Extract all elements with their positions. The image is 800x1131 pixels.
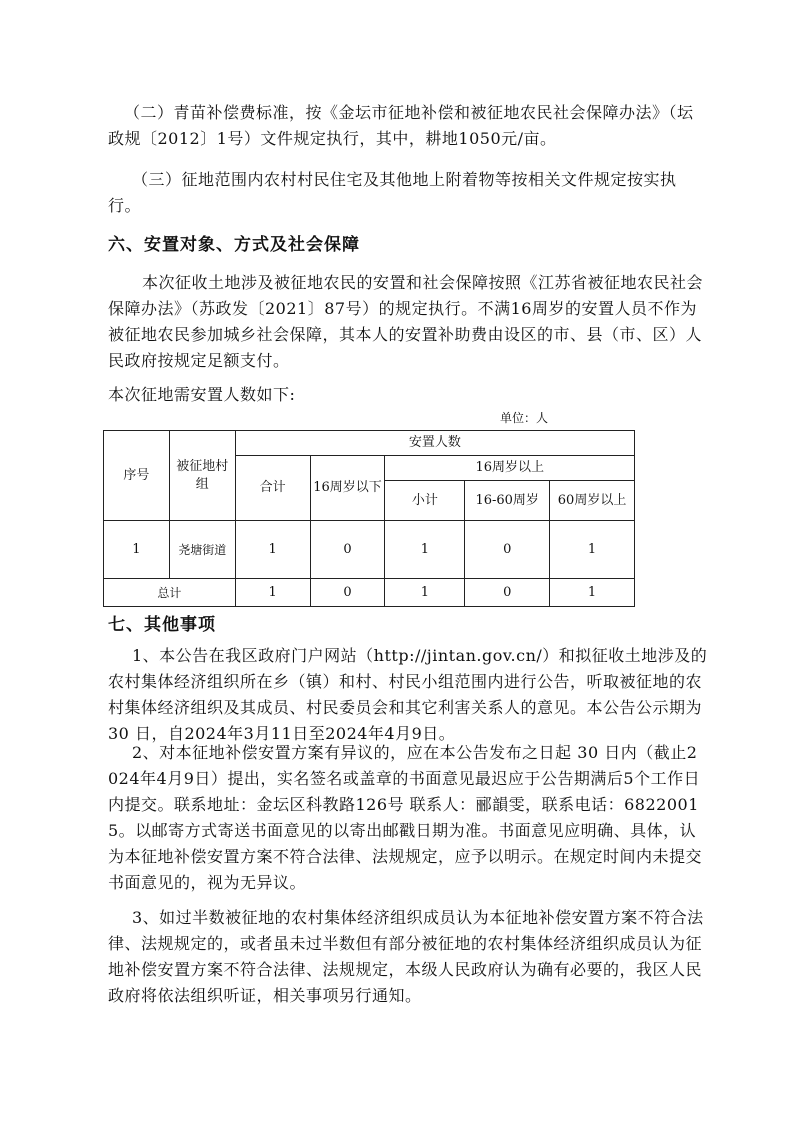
cell-sum-16-60: 0	[465, 579, 550, 607]
table-unit-label: 单位：人	[500, 411, 549, 425]
paragraph-seedling-compensation: （二）青苗补偿费标准，按《金坛市征地补偿和被征地农民社会保障办法》（坛政规〔2012〕1号）文件规定执行，其中，耕地1050元/亩。	[108, 103, 694, 148]
paragraph-hearing: 3、如过半数被征地的农村集体经济组织成员认为本征地补偿安置方案不符合法律、法规规定的，或者虽未过半数但有部分被征地的农村集体经济组织成员认为征地补偿安置方案不符合法律、法规规定，本级人民政府认为确有必要的，我区人民政府将依法组织听证，相关事项另行通知。	[108, 908, 704, 1005]
cell-village: 尧塘街道	[169, 521, 235, 579]
resettlement-table	[103, 430, 635, 607]
cell-total: 1	[235, 521, 310, 579]
paragraph-announcement-publication: 1、本公告在我区政府门户网站（http://jintan.gov.cn/）和拟征收土地涉及的农村集体经济组织所在乡（镇）和村、村民小组范围内进行公告，听取被征地的农村集体经济组织及其成员、村民委员会和其它利害关系人的意见。本公告公示期为 30 日，自2024年3月11日至2024年4月9日。	[108, 646, 708, 743]
cell-sum-label: 总计	[104, 579, 236, 607]
table-row-total	[104, 579, 635, 607]
header-over60: 60周岁以上	[550, 481, 635, 521]
cell-subtotal: 1	[385, 521, 465, 579]
cell-16-60: 0	[465, 521, 550, 579]
paragraph-resettlement-count-intro: 本次征地需安置人数如下:	[108, 385, 296, 404]
cell-over60: 1	[550, 521, 635, 579]
header-over16: 16周岁以上	[385, 456, 635, 481]
header-resettle-count: 安置人数	[235, 431, 634, 456]
cell-under16: 0	[310, 521, 385, 579]
table-row	[104, 521, 635, 579]
section-heading-resettlement: 六、安置对象、方式及社会保障	[108, 235, 360, 255]
paragraph-attachments: （三）征地范围内农村村民住宅及其他地上附着物等按相关文件规定按实执行。	[108, 170, 677, 215]
cell-sum-over60: 1	[550, 579, 635, 607]
header-subtotal: 小计	[385, 481, 465, 521]
cell-sum-under16: 0	[310, 579, 385, 607]
cell-sum-total: 1	[235, 579, 310, 607]
section-heading-other-matters: 七、其他事项	[108, 615, 216, 635]
paragraph-social-security: 本次征收土地涉及被征地农民的安置和社会保障按照《江苏省被征地农民社会保障办法》（苏政发〔2021〕87号）的规定执行。不满16周岁的安置人员不作为被征地农民参加城乡社会保障，其本人的安置补助费由设区的市、县（市、区）人民政府按规定足额支付。	[108, 273, 704, 370]
header-seq: 序号	[104, 431, 170, 521]
header-village: 被征地村组	[169, 431, 235, 521]
header-16-60: 16-60周岁	[465, 481, 550, 521]
paragraph-objection-procedure: 2、对本征地补偿安置方案有异议的，应在本公告发布之日起 30 日内（截止2024年4月9日）提出，实名签名或盖章的书面意见最迟应于公告期满后5个工作日内提交。联系地址：金坛区科教路126号 联系人：郦韻雯，联系电话：68220015。以邮寄方式寄送书面意见的以寄出邮戳日期为准。书面意见应明确、具体，认为本征地补偿安置方案不符合法律、法规规定，应予以明示。在规定时间内未提交书面意见的，视为无异议。	[108, 743, 703, 892]
cell-seq: 1	[104, 521, 170, 579]
header-total: 合计	[235, 456, 310, 521]
cell-sum-subtotal: 1	[385, 579, 465, 607]
header-under16: 16周岁以下	[310, 456, 385, 521]
